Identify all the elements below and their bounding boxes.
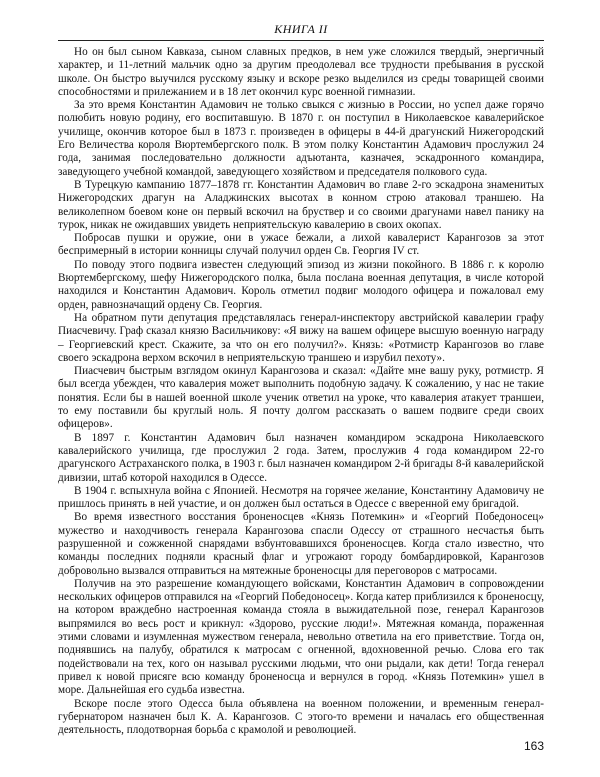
- paragraph: Получив на это разрешение командующего войсками, Константин Адамович в сопровождении нескольких офицеров отправился на «Георгий Победоносец». Когда катер приблизился к броненосцу, на котором враждебно настроенная команда стояла в выжидательной позе, генерал Карангозов выпрямился во весь рост и крикнул: «Здорово, русские люди!». Мятежная команда, пораженная этими словами и изумленная мужеством генерала, невольно ответила на его приветствие. Тогда он, поднявшись на палубу, обратился к матросам с огненной, вдохновенной речью. Слова его так подействовали на тех, кого он называл русскими людьми, что они рыдали, как дети! Тогда генерал привел к новой присяге всю команду броненосца и вернулся в город. «Князь Потемкин» ушел в море. Дальнейшая его судьба известна.: [58, 577, 544, 697]
- header-rule: [58, 40, 544, 41]
- paragraph: Пиасчевич быстрым взглядом окинул Карангозова и сказал: «Дайте мне вашу руку, ротмистр. Я был всегда убежден, что кавалерия может выполнить подобную задачу. К сожалению, у нас не такие понятия. Если бы в нашей военной школе ученик ответил на уроке, что кавалерия атакует траншеи, то ему поставили бы круглый ноль. Я почту долгом рассказать о вашем подвиге среди своих офицеров».: [58, 365, 544, 431]
- paragraph: Вскоре после этого Одесса была объявлена на военном положении, и временным генерал-губернатором назначен был К. А. Карангозов. С этого-то времени и началась его общественная деятельность, плодотворная борьба с крамолой и революцией.: [58, 697, 544, 737]
- paragraph: Побросав пушки и оружие, они в ужасе бежали, а лихой кавалерист Карангозов за этот беспримерный в истории конницы случай получил орден Св. Георгия IV ст.: [58, 232, 544, 258]
- paragraph: Во время известного восстания броненосцев «Князь Потемкин» и «Георгий Победоносец» мужество и находчивость генерала Карангозова спасли Одессу от страшного несчастья быть разрушенной и сожженной снарядами взбунтовавшихся броненосцев. Когда стало известно, что команды последних подняли красный флаг и угрожают городу бомбардировкой, Карангозов добровольно вызвался отправиться на мятежные броненосцы для переговоров с матросами.: [58, 511, 544, 577]
- running-head: КНИГА II: [274, 22, 328, 36]
- paragraph: За это время Константин Адамович не только свыкся с жизнью в России, но успел даже горячо полюбить новую родину, его воспитавшую. В 1870 г. он поступил в Николаевское кавалерийское училище, окончив которое был в 1873 г. произведен в офицеры в 44-й драгунский Нижегородский Его Величества короля Вюртембергского полк. В этом полку Константин Адамович прослужил 24 года, занимая последовательно должности адъютанта, казначея, эскадронного командира, заведующего учебной командой, заведующего хозяйством и председателя полкового суда.: [58, 99, 544, 178]
- paragraph: На обратном пути депутация представлялась генерал-инспектору австрийской кавалерии графу Пиасчевичу. Граф сказал князю Васильчикову: «Я вижу на вашем офицере высшую военную награду – Георгиевский крест. Скажите, за что он его получил?». Князь: «Ротмистр Карангозов во главе своего эскадрона верхом вскочил в неприятельскую траншею и изрубил пехоту».: [58, 311, 544, 364]
- body-text: [58, 46, 544, 737]
- paragraph: По поводу этого подвига известен следующий эпизод из жизни покойного. В 1886 г. к королю Вюртембергскому, шефу Нижегородского полка, была послана военная депутация, в числе которой находился и Константин Адамович. Король отметил подвиг молодого офицера и пожаловал ему орден, равнозначащий ордену Св. Георгия.: [58, 258, 544, 311]
- paragraph: Но он был сыном Кавказа, сыном славных предков, в нем уже сложился твердый, энергичный характер, и 11-летний мальчик одно за другим преодолевал все трудности пребывания в русской школе. Он быстро выучился русскому языку и вскоре резко выделился из среды товарищей своими способностями и прилежанием и в 18 лет окончил курс военной гимназии.: [58, 46, 544, 98]
- paragraph: В Турецкую кампанию 1877–1878 гг. Константин Адамович во главе 2-го эскадрона знаменитых Нижегородских драгун на Аладжинских высотах в конном строю атаковал траншею. На великолепном боевом коне он первый вскочил на бруствер и со своими драгунами навел панику на турок, никак не ожидавших увидеть неприятельскую кавалерию в своих окопах.: [58, 178, 544, 231]
- paragraph: В 1904 г. вспыхнула война с Японией. Несмотря на горячее желание, Константину Адамовичу не пришлось принять в ней участие, и он должен был остаться в Одессе с вверенной ему бригадой.: [58, 484, 544, 511]
- page-number: 163: [523, 739, 544, 753]
- paragraph: В 1897 г. Константин Адамович был назначен командиром эскадрона Николаевского кавалерийского училища, где прослужил 2 года. Затем, прослужив 4 года командиром 22-го драгунского Астраханского полка, в 1903 г. был назначен командиром 2-й бригады 8-й кавалерийской дивизии, штаб которой находился в Одессе.: [58, 431, 544, 484]
